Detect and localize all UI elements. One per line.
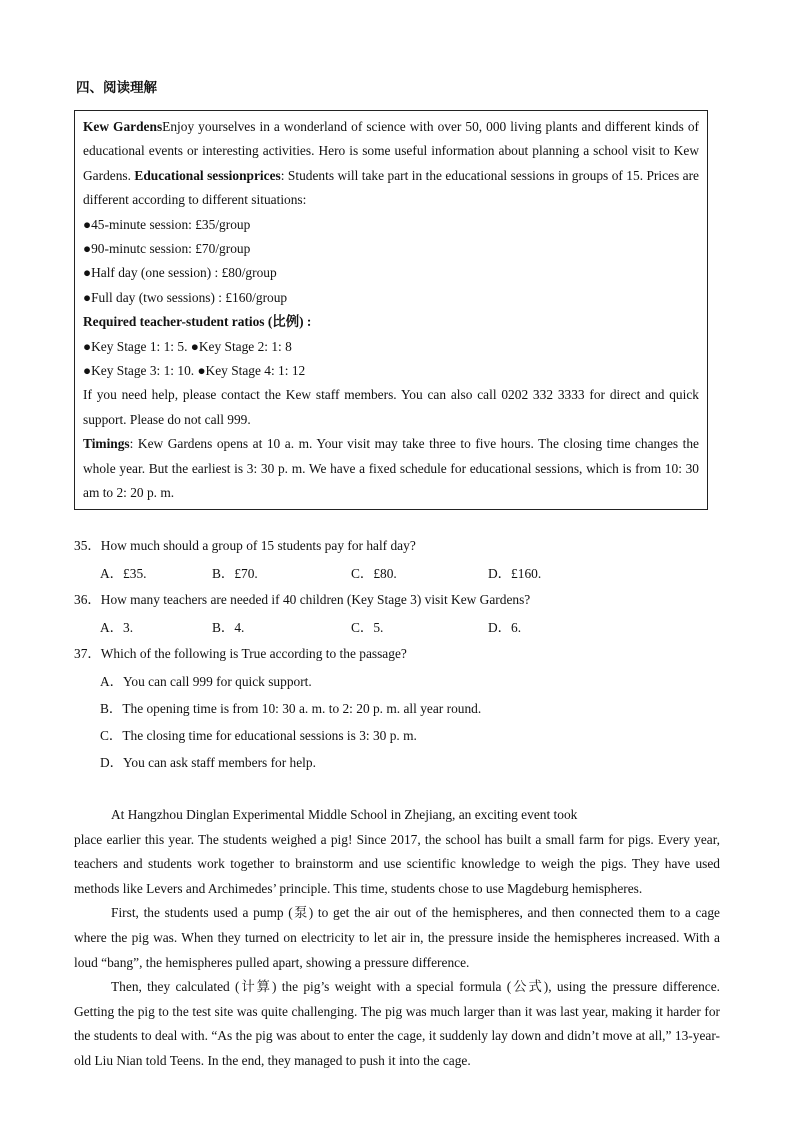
ratio-item: ●Key Stage 3: 1: 10. ●Key Stage 4: 1: 12 (83, 363, 306, 379)
price-item: ●Half day (one session) : £80/group (83, 265, 277, 281)
option-d[interactable]: D．6. (488, 620, 522, 635)
kew-gardens-notice (74, 110, 708, 510)
question-36: 36．How many teachers are needed if 40 children (Key Stage 3) visit Kew Gardens? (74, 592, 531, 607)
price-item: ●Full day (two sessions) : £160/group (83, 289, 288, 305)
passage-paragraph-1: place earlier this year. The students weighed a pig! Since 2017, the school has built a small farm for pigs. Every year, teachers and students work together to brainstorm and use scientific knowledge to weigh the pigs. They have used methods like Levers and Archimedes’ principle. This time, students chose to use Magdeburg hemispheres. (74, 831, 720, 896)
question-35-options (100, 563, 700, 583)
option-b[interactable]: B．4. (212, 620, 245, 635)
option-d[interactable]: D．You can ask staff members for help. (100, 755, 316, 770)
price-intro-text: : Students will take part in the educational sessions in groups of 15. Prices are different according to different situations: (83, 167, 700, 208)
question-37: 37．Which of the following is True according to the passage? (74, 646, 407, 661)
ratio-heading-text: Required teacher-student ratios (比例) : (83, 314, 312, 330)
question-35: 35．How much should a group of 15 students pay for half day? (74, 538, 416, 553)
timings-text: : Kew Gardens opens at 10 a. m. Your visit may take three to five hours. The closing time changes the whole year. But the earliest is 3: 30 p. m. We have a fixed schedule for educational sessions, which is from 10: 30 am to 2: 20 p. m. (83, 436, 699, 501)
option-c[interactable]: C．The closing time for educational sessions is 3: 30 p. m. (100, 728, 417, 743)
option-c[interactable]: C．5. (351, 620, 384, 635)
option-d[interactable]: D．£160. (488, 566, 542, 581)
help-text: If you need help, please contact the Kew staff members. You can also call 0202 332 3333 for direct and quick support. Please do not call 999. (83, 387, 699, 427)
notice-heading: Kew Gardens (83, 119, 163, 134)
question-36-options (100, 617, 700, 637)
ratio-item: ●Key Stage 1: 1: 5. ●Key Stage 2: 1: 8 (83, 338, 292, 354)
notice-intro-text: Enjoy yourselves in a wonderland of science with over 50, 000 living plants and different kinds of educational events or interesting activities. Hero is some useful information about planning a school visit to Kew Gardens. (83, 119, 700, 183)
option-a[interactable]: A．You can call 999 for quick support. (100, 674, 312, 689)
option-a[interactable]: A．£35. (100, 566, 147, 581)
pig-weighing-passage (74, 803, 720, 1074)
price-item: ●90-minutc session: £70/group (83, 241, 251, 257)
passage-paragraph-3: Then, they calculated (计算) the pig’s weight with a special formula (公式), using the pressure difference. Getting the pig to the test site was quite challenging. The pig was much larger than it was last year, making it harder for the students to deal with. “As the pig was about to enter the cage, it suddenly lay down and didn’t move at all,” 13-year-old Liu Nian told Teens. In the end, they managed to push it into the cage. (74, 979, 720, 1068)
passage-line: At Hangzhou Dinglan Experimental Middle School in Zhejiang, an exciting event took (111, 807, 578, 822)
passage-paragraph-2: First, the students used a pump (泵) to get the air out of the hemispheres, and then connected them to a cage where the pig was. When they turned on electricity to let air in, the pressure inside the hemispheres increased. With a loud “bang”, the hemispheres pulled apart, showing a pressure difference. (74, 905, 720, 970)
timings-heading: Timings (83, 436, 130, 452)
ratio-heading (83, 310, 699, 334)
price-heading: Educational sessionprices (134, 167, 281, 183)
option-b[interactable]: B．£70. (212, 566, 258, 581)
option-a[interactable]: A．3. (100, 620, 134, 635)
option-c[interactable]: C．£80. (351, 566, 397, 581)
price-item: ●45-minute session: £35/group (83, 216, 251, 232)
section-title: 四、阅读理解 (76, 80, 157, 96)
notice-intro (83, 115, 699, 213)
timings-paragraph (83, 432, 699, 505)
option-b[interactable]: B．The opening time is from 10: 30 a. m. to 2: 20 p. m. all year round. (100, 701, 482, 716)
